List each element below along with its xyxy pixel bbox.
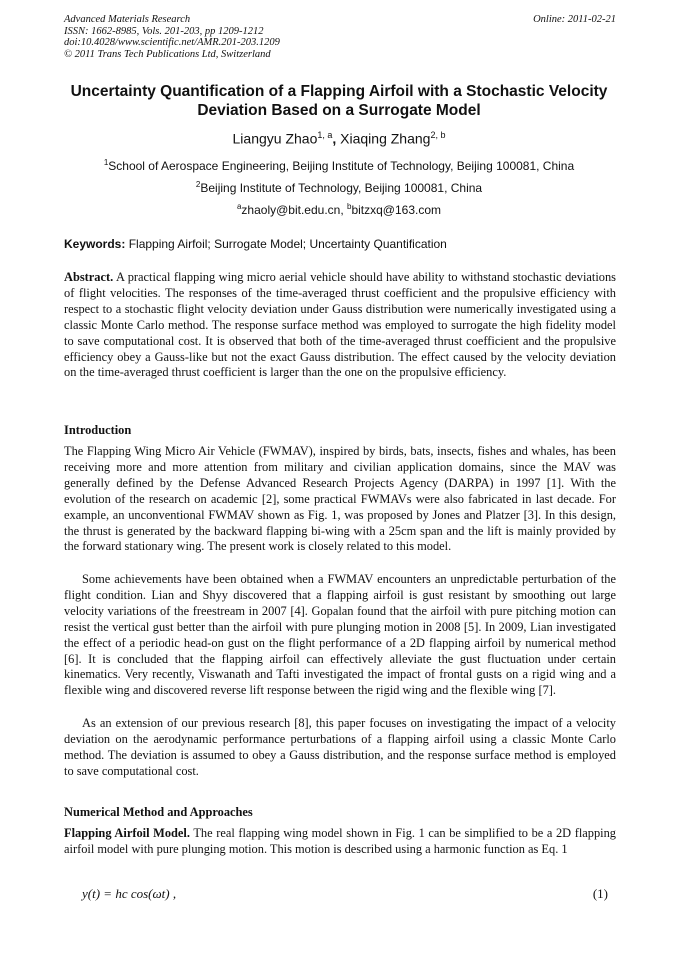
abstract-text: A practical flapping wing micro aerial vehicle should have ability to withstand stochastic deviations of flight velocities. The responses of the time-averaged thrust coefficient and the propulsive efficiency with respect to a stochastic flight velocity deviation under Gauss distribution were numerically investigated using a classic Monte Carlo method. The response surface method was employed to surrogate the high fidelity model to save computational cost. It is observed that both of the time-averaged thrust coefficient and the propulsive efficiency obey a Gauss-like but not the exact Gauss distribution. The effect caused by the velocity deviation on the time-averaged thrust coefficient is larger than the one on the propulsive efficiency. — [64, 270, 616, 380]
keywords-text: Flapping Airfoil; Surrogate Model; Uncertainty Quantification — [125, 237, 447, 251]
paper-title — [54, 82, 624, 120]
email-b[interactable]: bitzxq@163.com — [351, 203, 442, 217]
author-2-marker: 2, b — [430, 130, 446, 140]
introduction-heading: Introduction — [64, 423, 132, 437]
keywords-label: Keywords: — [64, 237, 126, 251]
doi-line: doi:10.4028/www.scientific.net/AMR.201-203.1209 — [64, 37, 280, 48]
equation-1 — [82, 886, 608, 902]
affiliation-1 — [54, 158, 624, 173]
issn-line: ISSN: 1662-8985, Vols. 201-203, pp 1209-1212 — [64, 25, 264, 37]
journal-header — [64, 14, 616, 60]
author-separator: , — [332, 130, 341, 147]
abstract — [64, 270, 616, 381]
methods-heading: Numerical Method and Approaches — [64, 805, 253, 819]
author-1-name: Liangyu Zhao — [232, 130, 318, 147]
email-b-marker: b — [347, 202, 352, 211]
abstract-label: Abstract. — [64, 270, 114, 284]
affiliation-1-text: School of Aerospace Engineering, Beijing Institute of Technology, Beijing 100081, China — [108, 159, 575, 173]
affiliation-2-marker: 2 — [195, 180, 201, 189]
affiliation-2 — [54, 180, 624, 195]
equation-1-number: (1) — [592, 886, 608, 901]
flapping-airfoil-model-label: Flapping Airfoil Model. — [64, 826, 190, 840]
affiliation-2-text: Beijing Institute of Technology, Beijing 100081, China — [200, 181, 483, 195]
copyright-line: © 2011 Trans Tech Publications Ltd, Switzerland — [64, 48, 271, 60]
author-1-marker: 1, a — [317, 130, 333, 140]
online-date: Online: 2011-02-21 — [533, 14, 616, 25]
introduction-paragraph-3: As an extension of our previous research [8], this paper focuses on investigating the impact of a velocity deviation on the aerodynamic performance perturbations of a flapping airfoil using a classic Monte Carlo method. The deviation is assumed to obey a Gauss distribution, and the response surface method is employed to save computational cost. — [64, 716, 616, 778]
methods-paragraph-1 — [64, 826, 616, 858]
email-line — [54, 202, 624, 217]
introduction-paragraph-1: The Flapping Wing Micro Air Vehicle (FWMAV), inspired by birds, bats, insects, fishes and whales, has been receiving more and more attention from military and civilian application domains, since the MAV was generally defined by the Defense Advanced Research Projects Agency (DARPA) in 1997 [1]. With the evolution of the research on academic [2], some practical FWMAVs were also fabricated in last decade. For example, an unconventional FWMAV shown as Fig. 1, was proposed by Jones and Platzer [3]. In this design, the thrust is generated by the backward flapping bi-wing with a 25cm span and the lift is mainly provided by the forward stationary wing. The present work is closely related to this model. — [64, 444, 616, 554]
author-list — [54, 130, 624, 147]
title-line-2: Deviation Based on a Surrogate Model — [197, 102, 481, 119]
journal-name: Advanced Materials Research — [64, 14, 191, 25]
methods-paragraph-text: The real flapping wing model shown in Fig. 1 can be simplified to be a 2D flapping airfoil model with pure plunging motion. This motion is described using a harmonic function as Eq. 1 — [64, 826, 616, 856]
email-a[interactable]: zhaoly@bit.edu.cn, — [241, 203, 347, 217]
introduction-paragraph-2: Some achievements have been obtained when a FWMAV encounters an unpredictable perturbation of the flight condition. Lian and Shyy discovered that a flapping airfoil is gust resistant by smoothing out large velocity variations of the freestream in 2007 [4]. Gopalan found that the airfoil with pure pitching motion can resist the vertical gust better than the airfoil with pure plunging motion in 2008 [5]. In 2009, Lian investigated the effect of a periodic head-on gust on the flight performance of a 2D flapping airfoil by numerical method [6]. It is concluded that the flapping airfoil can effectively alleviate the gust fluctuation under certain kinematics. Very recently, Viswanath and Tafti investigated the impact of frontal gusts on a rigid wing and a flexible wing and discovered reverse lift response between the rigid wing and the flexible wing [7]. — [64, 572, 616, 698]
title-line-1: Uncertainty Quantification of a Flapping Airfoil with a Stochastic Velocity — [70, 83, 608, 100]
email-a-marker: a — [236, 202, 242, 211]
equation-1-formula: y(t) = hc cos(ωt) , — [82, 886, 177, 901]
affiliation-1-marker: 1 — [103, 158, 109, 167]
keywords — [64, 237, 616, 251]
author-2-name: Xiaqing Zhang — [340, 130, 431, 147]
